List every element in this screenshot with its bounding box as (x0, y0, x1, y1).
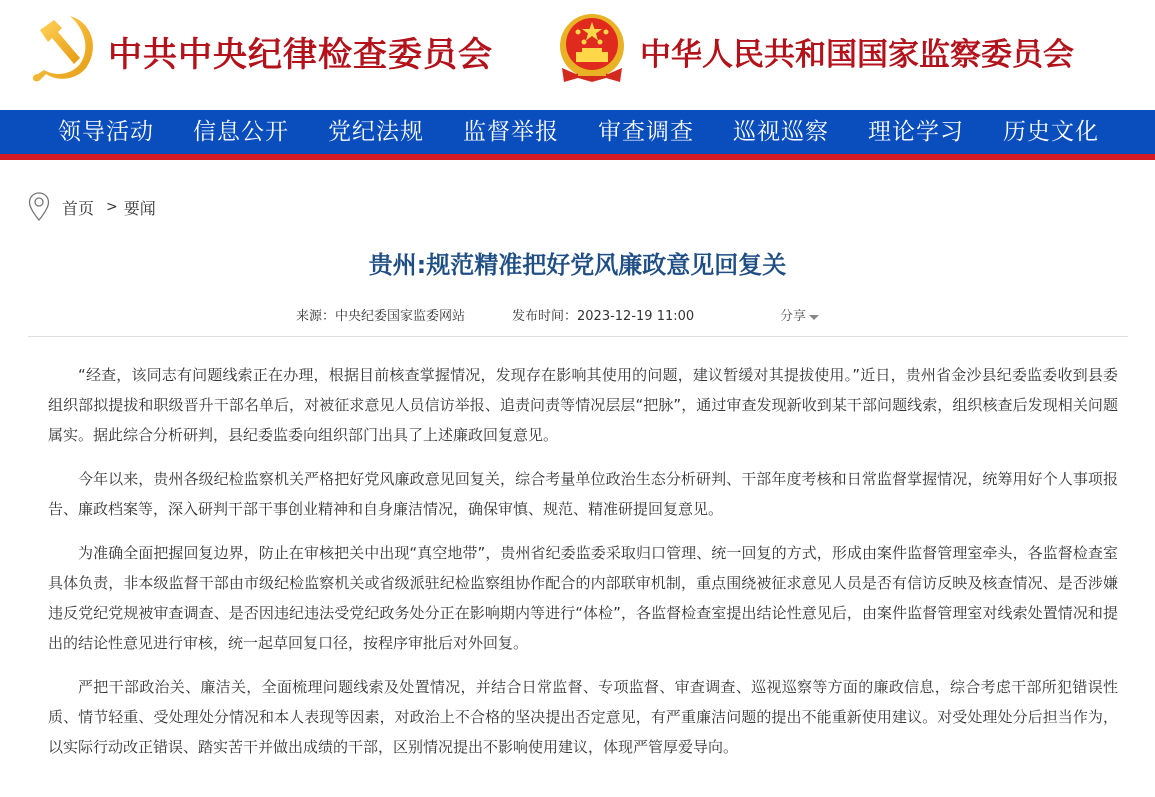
article-body (48, 360, 1118, 776)
caret-down-icon[interactable] (809, 315, 819, 320)
nav-item-inspection[interactable]: 巡视巡察 (733, 119, 829, 145)
org-title-nsc: 中华人民共和国国家监察委员会 (640, 37, 1074, 73)
article-source (296, 306, 465, 328)
title-divider (28, 336, 1128, 337)
time-label: 发布时间： (512, 309, 578, 324)
site-header (0, 0, 1155, 110)
article-paragraph: 严把干部政治关、廉洁关，全面梳理问题线索及处置情况，并结合日常监督、专项监督、审查调查、巡视巡察等方面的廉政信息，综合考虑干部所犯错误性质、情节轻重、受处理处分情况和本人表现等因素，对政治上不合格的坚决提出否定意见，有严重廉洁问题的提出不能重新使用建议。对受处理处分后担当作为，以实际行动改正错误、踏实苦干并做出成绩的干部，区别情况提出不影响使用建议，体现严管厚爱导向。 (48, 678, 1118, 756)
source-label: 来源： (296, 309, 336, 324)
party-emblem-icon[interactable] (30, 12, 100, 86)
article-title: 贵州:规范精准把好党风廉政意见回复关 (368, 251, 787, 279)
source-value: 中央纪委国家监委网站 (335, 309, 466, 324)
article-publish-time (512, 306, 694, 328)
breadcrumb (28, 192, 156, 222)
location-pin-icon (28, 192, 50, 222)
article-paragraph: 为准确全面把握回复边界，防止在审核把关中出现“真空地带”，贵州省纪委监委采取归口管理、统一回复的方式，形成由案件监督管理室牵头，各监督检查室具体负责，非本级监督干部由市级纪检监察机关或省级派驻纪检监察组协作配合的内部联审机制，重点围绕被征求意见人员是否有信访反映及核查情况、是否涉嫌违反党纪党规被审查调查、是否因违纪违法受党纪政务处分正在影响期内等进行“体检”，各监督检查室提出结论性意见后，由案件监督管理室对线索处置情况和提出的结论性意见进行审核，统一起草回复口径，按程序审批后对外回复。 (48, 544, 1118, 652)
nav-item-leadership[interactable]: 领导活动 (58, 119, 154, 145)
nav-item-investigation[interactable]: 审查调查 (598, 119, 694, 145)
breadcrumb-home-link[interactable]: 首页 (62, 198, 95, 218)
article-paragraph: “经查，该同志有问题线索正在办理，根据目前核查掌握情况，发现存在影响其使用的问题，建议暂缓对其提拔使用。”近日，贵州省金沙县纪委监委收到县委组织部拟提拔和职级晋升干部名单后，对被征求意见人员信访举报、追责问责等情况层层“把脉”，通过审查发现新收到某干部问题线索，组织核查后发现相关问题属实。据此综合分析研判，县纪委监委向组织部门出具了上述廉政回复意见。 (48, 366, 1118, 444)
nav-item-reporting[interactable]: 监督举报 (463, 119, 559, 145)
breadcrumb-current-link[interactable]: 要闻 (123, 198, 156, 218)
breadcrumb-separator: > (106, 199, 118, 215)
share-label[interactable]: 分享 (780, 309, 807, 324)
article-paragraph: 今年以来，贵州各级纪检监察机关严格把好党风廉政意见回复关，综合考量单位政治生态分析研判、干部年度考核和日常监督掌握情况，统筹用好个人事项报告、廉政档案等，深入研判干部干事创业精神和自身廉洁情况，确保审慎、规范、精准研提回复意见。 (48, 470, 1118, 518)
time-value: 2023-12-19 11:00 (577, 309, 695, 324)
nav-accent-bar (0, 154, 1155, 160)
nav-item-info-disclosure[interactable]: 信息公开 (193, 119, 289, 145)
org-title-ccdi: 中共中央纪律检查委员会 (108, 35, 493, 75)
nav-item-theory-study[interactable]: 理论学习 (868, 119, 964, 145)
national-emblem-icon[interactable] (556, 12, 628, 88)
main-nav (0, 110, 1155, 154)
nav-item-regulations[interactable]: 党纪法规 (328, 119, 424, 145)
nav-item-history-culture[interactable]: 历史文化 (1003, 119, 1099, 145)
share-dropdown[interactable] (780, 306, 819, 328)
